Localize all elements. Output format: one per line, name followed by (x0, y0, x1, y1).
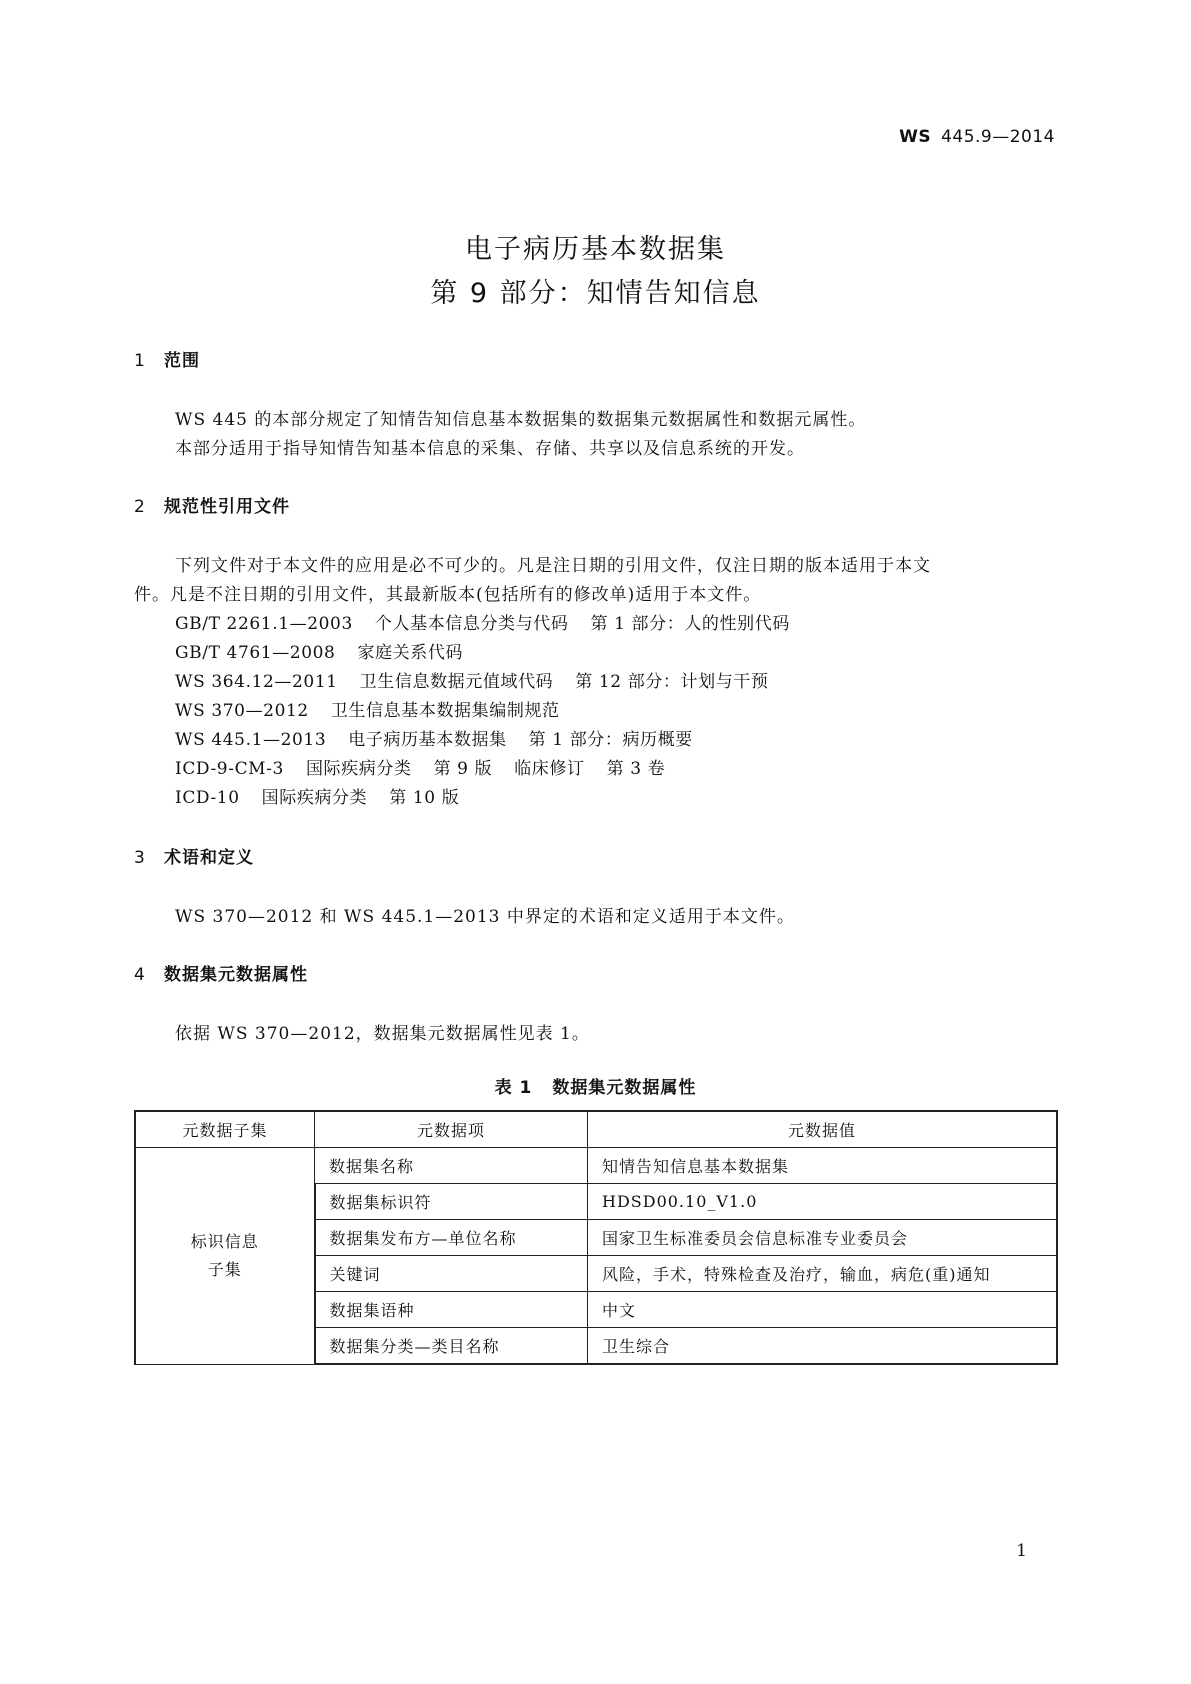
section-3-heading (134, 843, 254, 868)
references-intro-line-2: 件。凡是不注日期的引用文件，其最新版本(包括所有的修改单)适用于本文件。 (134, 585, 762, 605)
metadata-item-cell: 数据集标识符 (315, 1184, 588, 1220)
section-number: 2 (134, 497, 146, 517)
table-title: 数据集元数据属性 (552, 1078, 697, 1098)
table-row (135, 1148, 1057, 1184)
table-caption (0, 1073, 1191, 1098)
section-4-heading (134, 960, 308, 985)
reference-code: WS 364.12—2011 (175, 672, 338, 692)
references-intro-line-1: 下列文件对于本文件的应用是必不可少的。凡是注日期的引用文件，仅注日期的版本适用于本文 (175, 556, 931, 576)
metadata-value-cell: 中文 (588, 1292, 1058, 1328)
metadata-subset-cell (135, 1148, 315, 1365)
metadata-value-cell: HDSD00.10_V1.0 (588, 1184, 1058, 1220)
table-header-row (135, 1111, 1057, 1148)
standard-number (899, 127, 1055, 147)
section-title: 术语和定义 (164, 848, 254, 868)
reference-code: ICD-9-CM-3 (175, 759, 284, 779)
reference-code: ICD-10 (175, 788, 240, 808)
metadata-item-cell: 数据集名称 (315, 1148, 588, 1184)
page-number: 1 (1016, 1541, 1027, 1561)
table-number: 表 1 (494, 1078, 533, 1098)
metadata-paragraph: 依据 WS 370—2012，数据集元数据属性见表 1。 (175, 1024, 590, 1044)
reference-title: 家庭关系代码 (357, 643, 464, 663)
reference-code: WS 445.1—2013 (175, 730, 327, 750)
section-title: 规范性引用文件 (164, 497, 290, 517)
reference-title: 电子病历基本数据集 (348, 730, 507, 750)
section-number: 4 (134, 965, 146, 985)
reference-part: 第 1 部分：病历概要 (528, 730, 693, 750)
reference-extra: 临床修订 (514, 759, 585, 779)
reference-code: WS 370—2012 (175, 701, 309, 721)
reference-item (175, 725, 715, 750)
reference-part: 第 1 部分：人的性别代码 (590, 614, 790, 634)
reference-volume: 第 3 卷 (606, 759, 666, 779)
reference-item (175, 696, 582, 721)
reference-item (175, 638, 485, 663)
section-number: 3 (134, 848, 146, 868)
section-1-heading (134, 346, 200, 371)
section-2-heading (134, 492, 290, 517)
subset-label-line-2: 子集 (207, 1259, 242, 1279)
metadata-value-cell: 风险，手术，特殊检查及治疗，输血，病危(重)通知 (588, 1256, 1058, 1292)
reference-title: 卫生信息基本数据集编制规范 (330, 701, 560, 721)
reference-part: 第 12 部分：计划与干预 (575, 672, 769, 692)
reference-title: 卫生信息数据元值域代码 (359, 672, 554, 692)
reference-item (175, 754, 687, 779)
reference-code: GB/T 4761—2008 (175, 643, 336, 663)
metadata-item-cell: 数据集分类—类目名称 (315, 1328, 588, 1365)
section-title: 范围 (164, 351, 200, 371)
reference-item (175, 783, 481, 808)
scope-paragraph-2: 本部分适用于指导知情告知基本信息的采集、存储、共享以及信息系统的开发。 (175, 439, 805, 459)
column-header: 元数据子集 (135, 1111, 315, 1148)
metadata-value-cell: 国家卫生标准委员会信息标准专业委员会 (588, 1220, 1058, 1256)
metadata-table (134, 1110, 1058, 1365)
reference-code: GB/T 2261.1—2003 (175, 614, 353, 634)
terms-paragraph: WS 370—2012 和 WS 445.1—2013 中界定的术语和定义适用于本文件。 (175, 907, 795, 927)
column-header: 元数据值 (588, 1111, 1058, 1148)
reference-title: 国际疾病分类 (305, 759, 412, 779)
column-header: 元数据项 (315, 1111, 588, 1148)
section-number: 1 (134, 351, 146, 371)
metadata-value-cell: 知情告知信息基本数据集 (588, 1148, 1058, 1184)
reference-part: 第 10 版 (389, 788, 460, 808)
reference-part: 第 9 版 (433, 759, 493, 779)
subset-label-line-1: 标识信息 (190, 1231, 259, 1251)
document-title: 电子病历基本数据集 (465, 234, 726, 265)
metadata-item-cell: 数据集语种 (315, 1292, 588, 1328)
reference-item (175, 609, 812, 634)
reference-title: 个人基本信息分类与代码 (374, 614, 569, 634)
metadata-item-cell: 数据集发布方—单位名称 (315, 1220, 588, 1256)
reference-title: 国际疾病分类 (261, 788, 368, 808)
metadata-value-cell: 卫生综合 (588, 1328, 1058, 1365)
standard-code: 445.9—2014 (941, 127, 1055, 147)
metadata-item-cell: 关键词 (315, 1256, 588, 1292)
scope-paragraph-1: WS 445 的本部分规定了知情告知信息基本数据集的数据集元数据属性和数据元属性。 (175, 410, 867, 430)
section-title: 数据集元数据属性 (164, 965, 308, 985)
standard-prefix: WS (899, 127, 932, 147)
document-subtitle: 第 9 部分：知情告知信息 (430, 278, 761, 309)
reference-item (175, 667, 791, 692)
